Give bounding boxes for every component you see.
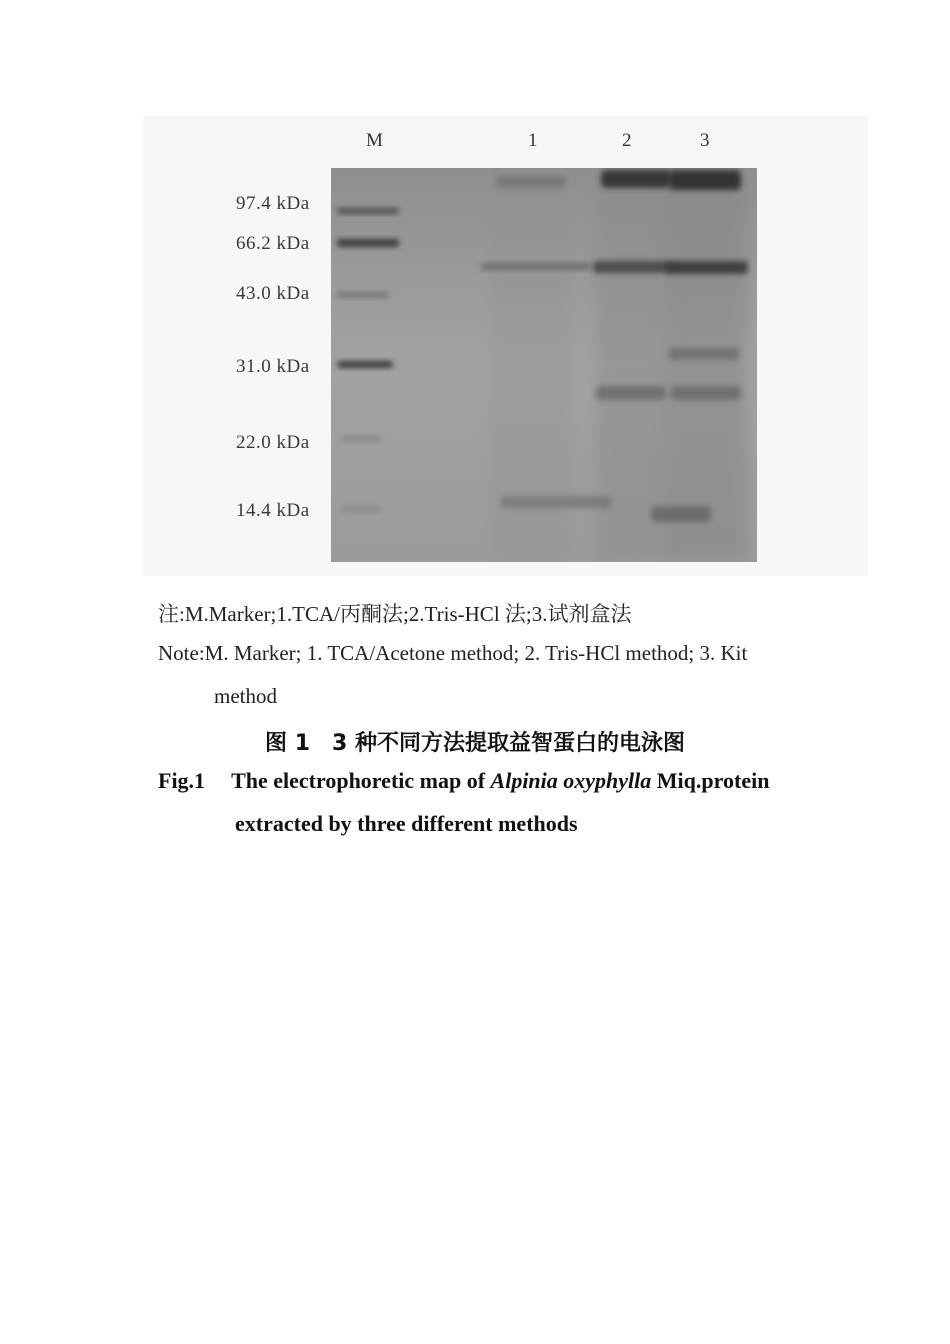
lane1-band-mid — [481, 263, 591, 270]
note-en-line2: method — [214, 684, 277, 708]
figure-caption-part2: Miq.protein — [651, 768, 770, 793]
lane2-band-main — [593, 261, 671, 273]
lane1-band-low — [501, 496, 611, 508]
marker-label-22: 22.0 kDa — [236, 432, 310, 453]
marker-band-31 — [337, 361, 393, 368]
lane3-band-mid2 — [671, 386, 741, 400]
lane3-band-low — [651, 506, 711, 522]
lane3-band-top — [669, 170, 741, 190]
marker-label-66: 66.2 kDa — [236, 233, 310, 254]
figure-caption-en-line1 — [158, 768, 769, 794]
lane2-band-mid — [596, 386, 666, 400]
lane1-band-top — [496, 176, 566, 188]
lane3-band-mid1 — [669, 348, 739, 360]
lane-label-2: 2 — [622, 130, 632, 151]
marker-band-14 — [341, 506, 381, 512]
figure-caption-label: Fig.1 — [158, 768, 206, 793]
lane2-band-top — [601, 170, 671, 188]
marker-band-97 — [337, 208, 399, 214]
lane3-smear — [666, 178, 746, 558]
figure-caption-part1: The electrophoretic map of — [231, 768, 491, 793]
marker-band-22 — [341, 436, 381, 442]
note-en-line1: Note:M. Marker; 1. TCA/Acetone method; 2. Tris-HCl method; 3. Kit — [158, 641, 748, 665]
gel-image — [331, 168, 757, 562]
figure-caption-cn: 图 1 3 种不同方法提取益智蛋白的电泳图 — [265, 731, 685, 756]
lane-label-1: 1 — [528, 130, 538, 151]
marker-label-31: 31.0 kDa — [236, 356, 310, 377]
figure-caption-species: Alpinia oxyphylla — [490, 768, 652, 793]
lane3-band-main — [666, 261, 748, 274]
marker-label-97: 97.4 kDa — [236, 193, 310, 214]
note-cn: 注:M.Marker;1.TCA/丙酮法;2.Tris-HCl 法;3.试剂盒法 — [158, 602, 632, 626]
marker-label-14: 14.4 kDa — [236, 500, 310, 521]
figure-caption-en-line2: extracted by three different methods — [235, 811, 578, 836]
marker-band-66 — [337, 239, 399, 247]
marker-label-43: 43.0 kDa — [236, 283, 310, 304]
marker-band-43 — [337, 292, 389, 298]
lane-label-3: 3 — [700, 130, 710, 151]
lane-label-m: M — [366, 130, 383, 151]
